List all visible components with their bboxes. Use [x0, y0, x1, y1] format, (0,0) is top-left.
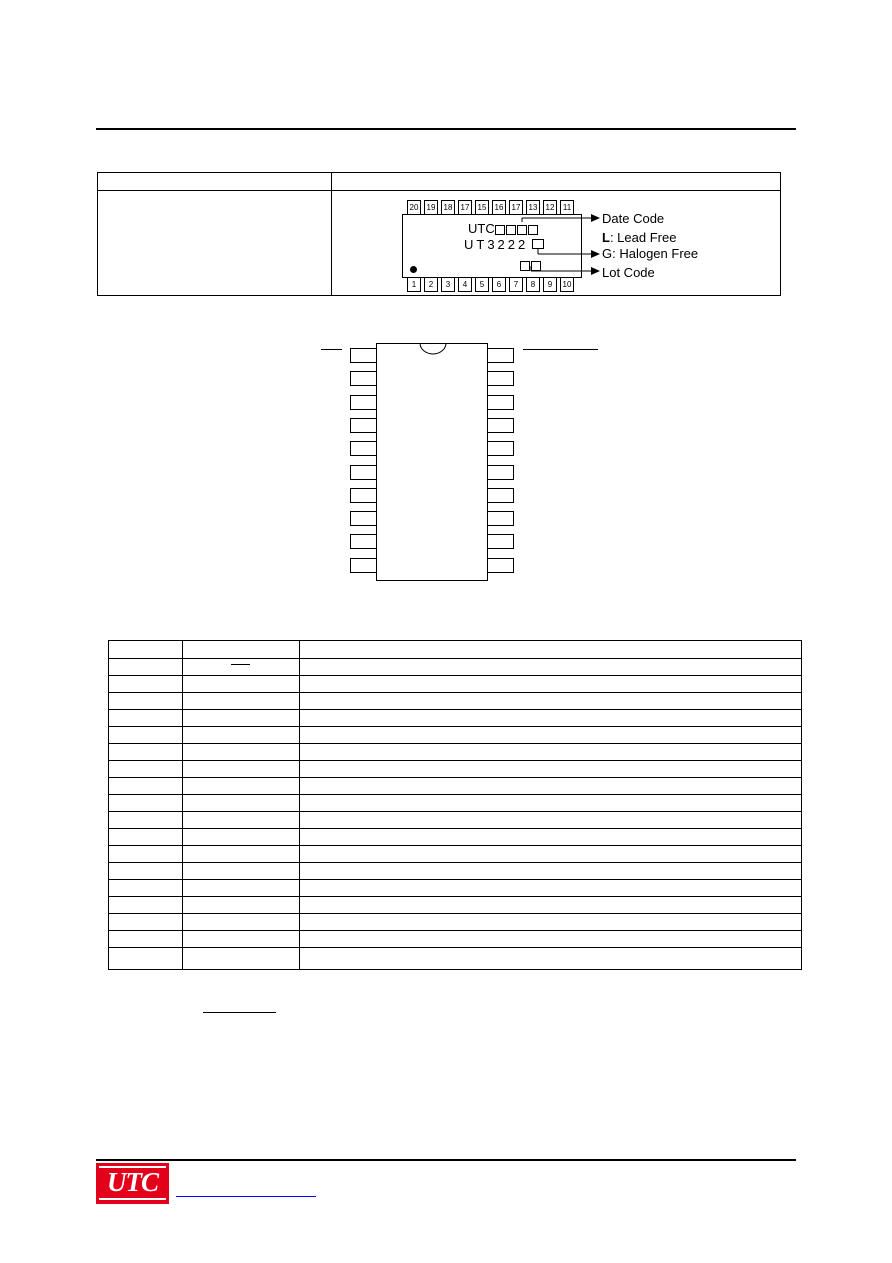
pin-description-cell — [300, 931, 802, 948]
footer-rule — [96, 1159, 796, 1161]
pin-number-cell — [109, 812, 183, 829]
table-row — [109, 727, 802, 744]
package-pin-right-2 — [487, 371, 514, 386]
pin-number-cell — [109, 676, 183, 693]
pin-number-cell — [109, 710, 183, 727]
package-pin-left-2 — [350, 371, 377, 386]
marking-pin-bottom-3: 3 — [441, 277, 455, 292]
pin-name-cell — [183, 846, 300, 863]
table-row — [109, 761, 802, 778]
marking-pin-bottom-8: 8 — [526, 277, 540, 292]
lead-free-letter: L — [602, 230, 610, 245]
pin-name-cell — [183, 710, 300, 727]
package-body — [376, 343, 488, 581]
package-notch — [418, 343, 448, 355]
pin-description-table — [108, 640, 802, 970]
pin-number-cell — [109, 948, 183, 970]
pin-number-cell — [109, 693, 183, 710]
pin1-label-overbar — [321, 349, 342, 350]
lot-code-label: Lot Code — [602, 265, 655, 280]
package-pin-left-5 — [350, 441, 377, 456]
package-pin-right-10 — [487, 558, 514, 573]
pin-number-cell — [109, 795, 183, 812]
marking-pin-top-7: 17 — [509, 200, 523, 215]
table-row — [109, 880, 802, 897]
pin-description-cell — [300, 710, 802, 727]
pin-number-cell — [109, 659, 183, 676]
pin-name-cell — [183, 948, 300, 970]
pin-number-cell — [109, 778, 183, 795]
marking-pin-top-1: 20 — [407, 200, 421, 215]
package-pin-right-3 — [487, 395, 514, 410]
pin-number-cell — [109, 914, 183, 931]
package-pin-right-9 — [487, 534, 514, 549]
pin-description-cell — [300, 727, 802, 744]
marking-pin-bottom-4: 4 — [458, 277, 472, 292]
pin-name-cell — [183, 744, 300, 761]
package-pin-left-4 — [350, 418, 377, 433]
marking-line1-text: UTC — [468, 221, 495, 236]
package-pin-right-8 — [487, 511, 514, 526]
marking-pin-bottom-5: 5 — [475, 277, 489, 292]
pin-description-cell — [300, 914, 802, 931]
table-row — [109, 710, 802, 727]
pin-description-cell — [300, 641, 802, 659]
pin-description-cell — [300, 778, 802, 795]
table-row — [109, 948, 802, 970]
lead-free-text: : Lead Free — [609, 230, 677, 245]
marking-pin-top-6: 16 — [492, 200, 506, 215]
utc-logo-text: UTC — [107, 1167, 158, 1197]
pin-description-cell — [300, 897, 802, 914]
marking-pin-bottom-2: 2 — [424, 277, 438, 292]
table-row — [109, 931, 802, 948]
marking-leader-lines — [0, 0, 892, 300]
pin-name-cell — [183, 727, 300, 744]
pin-name-cell — [183, 829, 300, 846]
package-pin-right-7 — [487, 488, 514, 503]
pin-number-cell — [109, 727, 183, 744]
pin-number-cell — [109, 829, 183, 846]
marking-pin-bottom-6: 6 — [492, 277, 506, 292]
pin-name-cell — [183, 812, 300, 829]
package-pin-right-5 — [487, 441, 514, 456]
package-pin-left-9 — [350, 534, 377, 549]
table-row — [109, 778, 802, 795]
marking-pin-bottom-1: 1 — [407, 277, 421, 292]
table-row — [109, 914, 802, 931]
marking-pin-top-3: 18 — [441, 200, 455, 215]
pin-name-cell — [183, 914, 300, 931]
marking-pin-top-2: 19 — [424, 200, 438, 215]
package-pin-left-7 — [350, 488, 377, 503]
table-row — [109, 846, 802, 863]
lead-free-label — [602, 231, 676, 245]
pin-description-cell — [300, 659, 802, 676]
website-link-underline[interactable] — [176, 1196, 316, 1197]
pin-number-cell — [109, 744, 183, 761]
pin-description-cell — [300, 795, 802, 812]
date-code-label: Date Code — [602, 211, 665, 226]
table-row — [109, 829, 802, 846]
table-row — [109, 795, 802, 812]
table-row — [109, 812, 802, 829]
pin-name-cell — [183, 641, 300, 659]
pin-name-cell — [183, 676, 300, 693]
pin-number-cell — [109, 863, 183, 880]
pin-description-cell — [300, 812, 802, 829]
marking-line2-text: UT3222 — [464, 237, 529, 252]
pin20-label-overbar — [523, 349, 598, 350]
pin-name-cell — [183, 693, 300, 710]
marking-pin-bottom-10: 10 — [560, 277, 574, 292]
pin-number-cell — [109, 641, 183, 659]
pin-description-cell — [300, 744, 802, 761]
pin-description-cell — [300, 880, 802, 897]
table-row — [109, 676, 802, 693]
package-pin-left-3 — [350, 395, 377, 410]
table-row — [109, 897, 802, 914]
table-row — [109, 863, 802, 880]
pin-name-cell — [183, 863, 300, 880]
package-pin-right-4 — [487, 418, 514, 433]
halogen-free-label: G: Halogen Free — [602, 246, 699, 261]
marking-pin-top-10: 11 — [560, 200, 574, 215]
marking-pin-top-8: 13 — [526, 200, 540, 215]
pin-number-cell — [109, 931, 183, 948]
pin-name-cell — [183, 897, 300, 914]
package-pin-left-6 — [350, 465, 377, 480]
last-row-name-overbar — [203, 1012, 276, 1013]
marking-pin-top-9: 12 — [543, 200, 557, 215]
pin-name-cell — [183, 761, 300, 778]
table-row — [109, 693, 802, 710]
pin-number-cell — [109, 880, 183, 897]
pin-name-cell — [183, 659, 300, 676]
marking-pin-bottom-9: 9 — [543, 277, 557, 292]
pin-name-cell — [183, 931, 300, 948]
package-pin-left-8 — [350, 511, 377, 526]
utc-logo — [96, 1163, 169, 1204]
pin-name-cell — [183, 795, 300, 812]
marking-pin-bottom-7: 7 — [509, 277, 523, 292]
pin-name-cell — [183, 778, 300, 795]
pin-number-cell — [109, 761, 183, 778]
pin-description-cell — [300, 846, 802, 863]
table-row — [109, 659, 802, 676]
pin-table-header-row — [109, 641, 802, 659]
marking-pin-top-5: 15 — [475, 200, 489, 215]
pin-description-cell — [300, 693, 802, 710]
pin-description-cell — [300, 863, 802, 880]
pin-description-cell — [300, 761, 802, 778]
pin-description-cell — [300, 948, 802, 970]
pin-number-cell — [109, 897, 183, 914]
table-row — [109, 744, 802, 761]
row2-name-overbar — [231, 664, 250, 665]
pin-name-cell — [183, 880, 300, 897]
marking-pin-top-4: 17 — [458, 200, 472, 215]
pin-number-cell — [109, 846, 183, 863]
pin-description-cell — [300, 829, 802, 846]
package-pin-left-1 — [350, 348, 377, 363]
pin-description-cell — [300, 676, 802, 693]
package-pin-right-1 — [487, 348, 514, 363]
package-pin-right-6 — [487, 465, 514, 480]
package-pin-left-10 — [350, 558, 377, 573]
